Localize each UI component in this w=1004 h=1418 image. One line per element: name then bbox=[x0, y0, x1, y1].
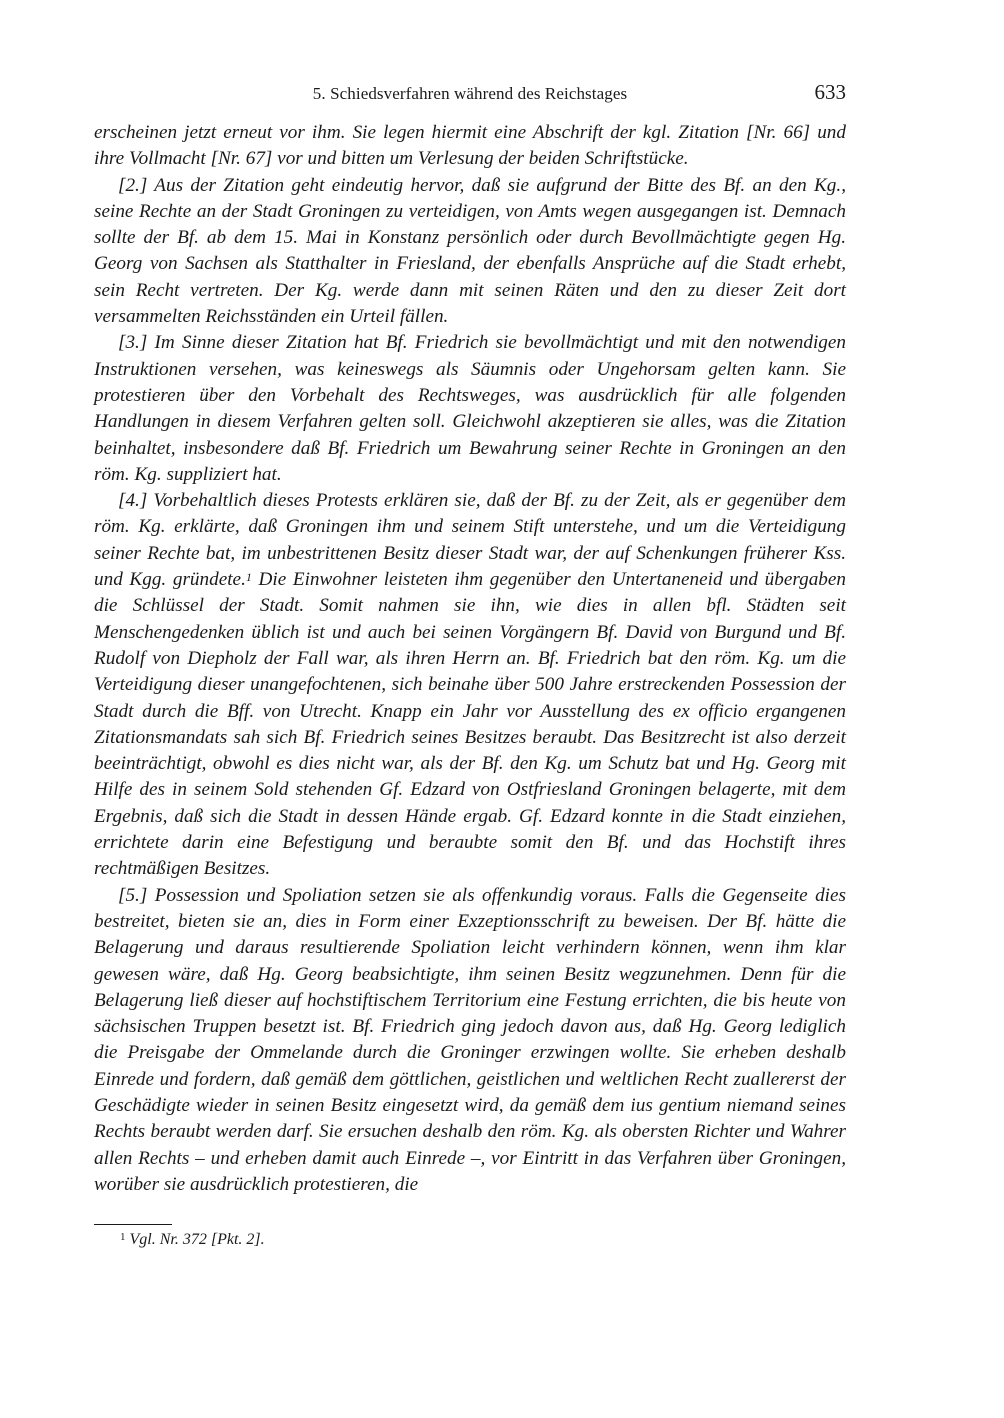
running-title: 5. Schiedsverfahren während des Reichstages bbox=[312, 84, 628, 103]
paragraph-4 bbox=[94, 488, 846, 882]
footnote-marker[interactable]: 1 bbox=[245, 570, 252, 585]
paragraph-1: erscheinen jetzt erneut vor ihm. Sie legen hiermit eine Abschrift der kgl. Zitation [Nr. 66] und ihre Vollmacht [Nr. 67] vor und bitten um Verlesung der beiden Schriftstücke. bbox=[94, 122, 846, 170]
running-head bbox=[94, 78, 846, 108]
paragraph-5: [5.] Possession und Spoliation setzen sie als offenkundig voraus. Falls die Gegenseite dies bestreitet, bieten sie an, dies in Form einer Exzeptionsschrift zu beweisen. Der Bf. hätte die Belagerung und daraus resultierende Spoliation leicht verhindern können, wenn ihm klar gewesen wäre, daß Hg. Georg beabsichtigte, ihm seinen Besitz wegzunehmen. Denn für die Belagerung ließ dieser auf hochstiftischem Territorium eine Festung errichten, die bis heute von sächsischen Truppen besetzt ist. Bf. Friedrich ging jedoch davon aus, daß Hg. Georg lediglich die Preisgabe der Ommelande durch die Groninger erzwingen wollte. Sie erheben deshalb Einrede und fordern, daß gemäß dem göttlichen, geistlichen und weltlichen Recht zuallererst der Geschädigte wieder in seinen Besitz eingesetzt wird, da gemäß dem ius gentium niemand seines Rechts beraubt werden darf. Sie ersuchen deshalb den röm. Kg. als obersten Richter und Wahrer allen Rechts – und erheben damit auch Einrede –, vor Eintritt in das Verfahren über Groningen, worüber sie ausdrücklich protestieren, die bbox=[94, 884, 846, 1195]
page-number: 633 bbox=[814, 80, 846, 104]
footnote-number: 1 bbox=[120, 1231, 126, 1243]
footnote bbox=[120, 1231, 265, 1249]
paragraph-3: [3.] Im Sinne dieser Zitation hat Bf. Friedrich sie bevollmächtigt und mit den notwendigen Instruktionen versehen, was keineswegs als Säumnis oder Ungehorsam gelten kann. Sie protestieren über den Vorbehalt des Rechtsweges, was ausdrücklich für alle folgenden Handlungen in diesem Verfahren gelten soll. Gleichwohl akzeptieren sie alles, was die Zitation beinhaltet, insbesondere daß Bf. Friedrich um Bewahrung seiner Rechte in Groningen an den röm. Kg. suppliziert hat. bbox=[94, 332, 846, 485]
body-text bbox=[94, 120, 846, 1198]
footnote-divider bbox=[94, 1224, 172, 1225]
paragraph-4-part-2: Die Einwohner leisteten ihm gegenüber den Untertaneneid und übergaben die Schlüssel der Stadt. Somit nahmen sie ihn, wie dies in allen bfl. Städten seit Menschengedenken üblich ist und auch bei seinen Vorgängern Bf. David von Burgund und Bf. Rudolf von Diepholz der Fall war, als ihren Herrn an. Bf. Friedrich bat den röm. Kg. um die Verteidigung dieser unangefochtenen, sich beinahe über 500 Jahre erstreckenden Possession der Stadt durch die Bff. von Utrecht. Knapp ein Jahr vor Ausstellung des ex officio ergangenen Zitationsmandats sah sich Bf. Friedrich seines Besitzes beraubt. Das Besitzrecht ist also derzeit beeinträchtigt, obwohl es dies nicht war, als der Bf. den Kg. um Schutz bat und Hg. Georg mit Hilfe des in seinem Sold stehenden Gf. Edzard von Ostfriesland Groningen belagerte, mit dem Ergebnis, daß sich die Stadt in dessen Hände ergab. Gf. Edzard konnte in die Stadt einziehen, errichtete darin eine Befestigung und beraubte somit den Bf. und das Hochstift ihres rechtmäßigen Besitzes. bbox=[94, 569, 846, 880]
paragraph-2: [2.] Aus der Zitation geht eindeutig hervor, daß sie aufgrund der Bitte des Bf. an den Kg., seine Rechte an der Stadt Groningen zu verteidigen, von Amts wegen ausgegangen ist. Demnach sollte der Bf. ab dem 15. Mai in Konstanz persönlich oder durch Bevollmächtigte gegen Hg. Georg von Sachsen als Statthalter in Friesland, der ebenfalls Ansprüche auf die Stadt erhebt, sein Recht vertreten. Der Kg. werde dann mit seinen Räten und den zu dieser Zeit dort versammelten Reichsständen ein Urteil fällen. bbox=[94, 174, 846, 328]
paragraph-4-part-1: [4.] Vorbehaltlich dieses Protests erklären sie, daß der Bf. zu der Zeit, als er gegenüber dem röm. Kg. erklärte, daß Groningen ihm und seinem Stift unterstehe, und um die Verteidigung seiner Rechte bat, im unbestrittenen Besitz dieser Stadt war, der auf Schenkungen früherer Kss. und Kgg. gründete. bbox=[94, 490, 846, 591]
footnote-text: Vgl. Nr. 372 [Pkt. 2]. bbox=[129, 1231, 265, 1248]
